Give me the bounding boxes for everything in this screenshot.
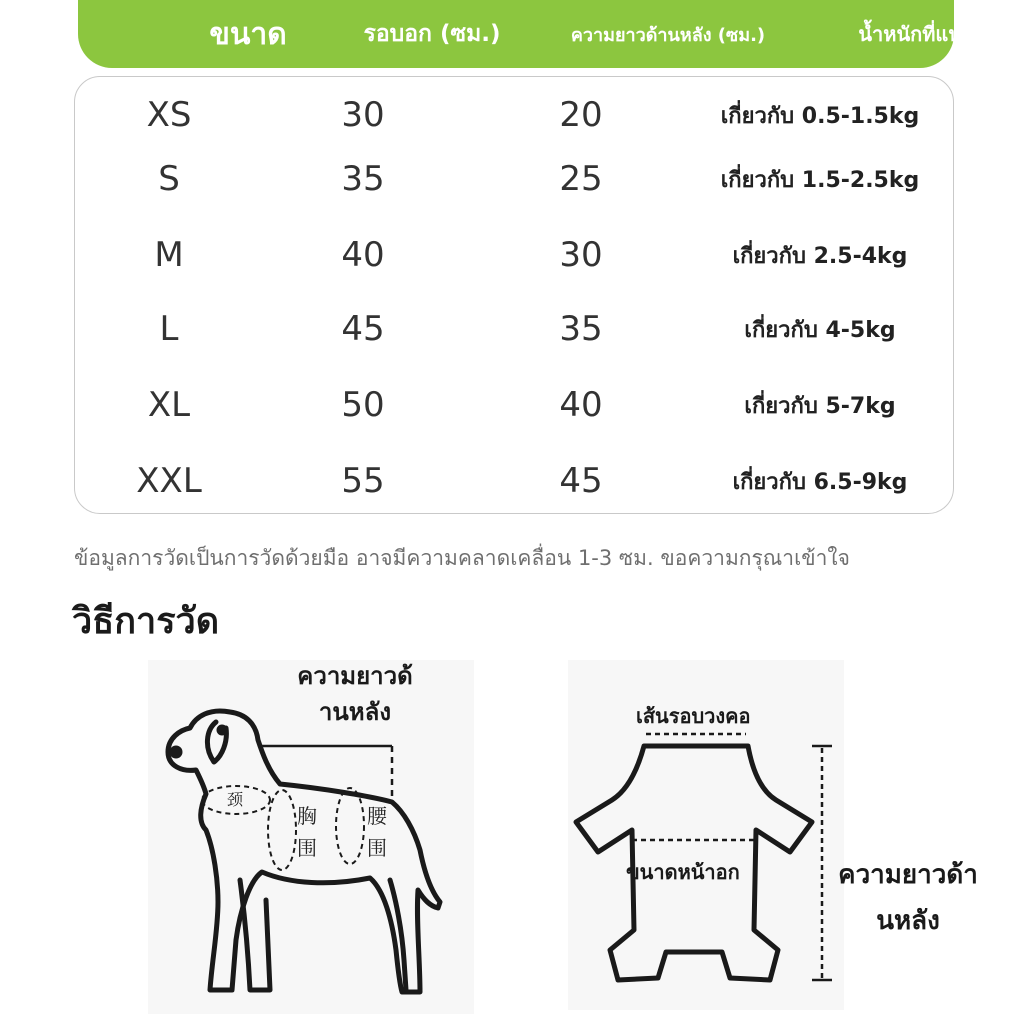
weight-cell: เกี่ยวกับ 6.5-9kg	[732, 469, 908, 495]
shirt-back-length-label	[828, 852, 988, 944]
chest-cell: 30	[341, 95, 385, 135]
chest-cell: 40	[341, 235, 385, 275]
shirt-back-length-line1: ความยาวด้า	[838, 860, 978, 890]
header-weight: น้ำหนักที่แนะนำ	[858, 22, 998, 46]
weight-cell: เกี่ยวกับ 0.5-1.5kg	[720, 103, 920, 129]
neck-cjk-label: 颈	[226, 790, 243, 809]
header-back-length: ความยาวด้านหลัง (ซม.)	[570, 24, 766, 46]
shirt-back-length-line2: นหลัง	[876, 906, 940, 936]
back-cell: 45	[559, 461, 603, 501]
size-cell: XS	[146, 95, 192, 135]
chest-cjk-label-1: 胸	[297, 804, 317, 828]
measurement-note: ข้อมูลการวัดเป็นการวัดด้วยมือ อาจมีความคลาดเคลื่อน 1-3 ซม. ขอความกรุณาเข้าใจ	[74, 545, 850, 570]
back-cell: 35	[559, 309, 603, 349]
dog-back-length-line1: ความยาวด้	[297, 662, 413, 690]
size-cell: XXL	[136, 461, 202, 501]
waist-cjk-label-1: 腰	[367, 804, 387, 828]
size-cell: XL	[147, 385, 191, 425]
size-cell: M	[154, 235, 184, 275]
back-cell: 25	[559, 159, 603, 199]
weight-cell: เกี่ยวกับ 4-5kg	[744, 317, 896, 343]
neck-label: เส้นรอบวงคอ	[636, 704, 751, 728]
back-cell: 30	[559, 235, 603, 275]
back-cell: 20	[559, 95, 603, 135]
size-cell: S	[158, 159, 180, 199]
back-cell: 40	[559, 385, 603, 425]
chest-cell: 35	[341, 159, 385, 199]
header-size: ขนาด	[209, 16, 287, 52]
waist-cjk-label-2: 围	[367, 836, 387, 860]
weight-cell: เกี่ยวกับ 5-7kg	[744, 393, 896, 419]
weight-cell: เกี่ยวกับ 1.5-2.5kg	[720, 167, 920, 193]
chest-cell: 45	[341, 309, 385, 349]
chest-front-label: ขนาดหน้าอก	[626, 860, 740, 884]
chest-cjk-label-2: 围	[297, 836, 317, 860]
howto-title: วิธีการวัด	[72, 600, 220, 642]
dog-back-length-line2: านหลัง	[318, 698, 392, 726]
chest-cell: 55	[341, 461, 385, 501]
weight-cell: เกี่ยวกับ 2.5-4kg	[732, 243, 908, 269]
header-chest: รอบอก (ซม.)	[363, 21, 501, 47]
size-cell: L	[159, 309, 179, 349]
chest-cell: 50	[341, 385, 385, 425]
